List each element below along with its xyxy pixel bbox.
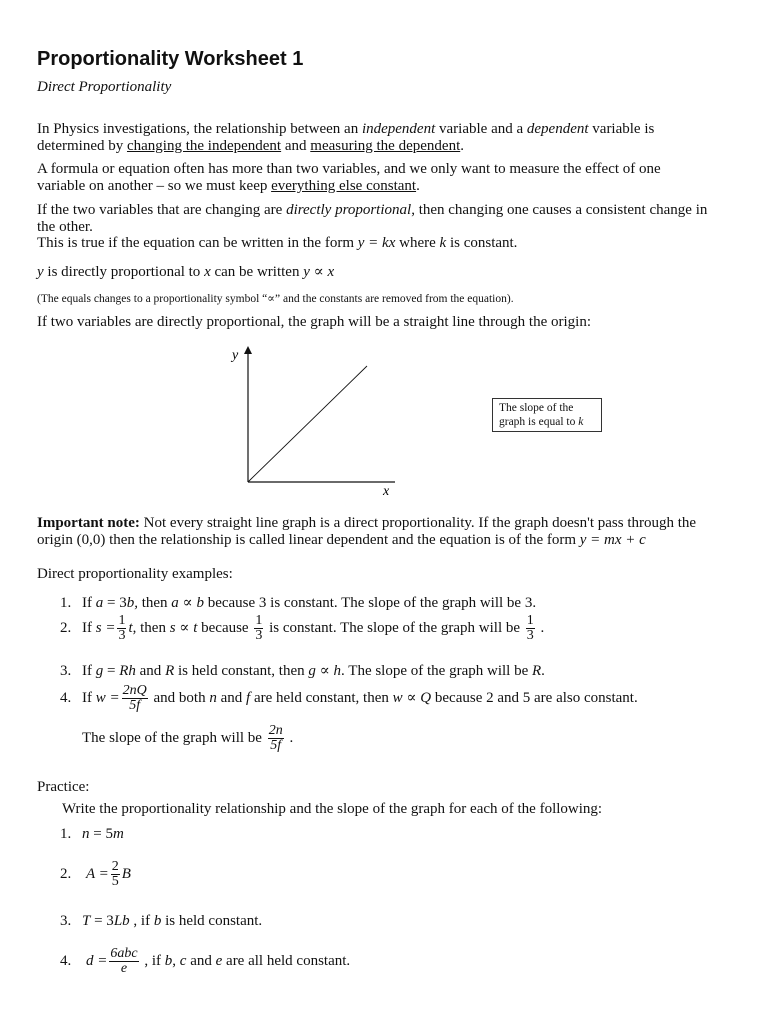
- para4: y is directly proportional to x can be written y ∝ x: [37, 264, 335, 280]
- page-subtitle: Direct Proportionality: [37, 79, 172, 95]
- proportional-line: [248, 366, 367, 482]
- practice-heading: Practice:: [37, 779, 90, 795]
- fraction-one-third-b: $\frac{1}{3}$: [255, 613, 263, 643]
- slope-note-line2: graph is equal to k: [499, 416, 584, 428]
- example-4: 4. If w = $\frac{2nQ}{5f}$ and both n and f are held constant, then w ∝ Q because 2 and 5 are also constant.: [60, 683, 638, 713]
- para3-line1: If the two variables that are changing are directly proportional, then changing one causes a consistent change in: [37, 202, 708, 218]
- page-title: Proportionality Worksheet 1: [37, 48, 304, 70]
- example-2: 2. If s = $\frac{1}{3}$ t, then s ∝ t because $\frac{1}{3}$ is constant. The slope of the graph will be $\frac{1}{3}$ .: [60, 613, 545, 643]
- para2-line1: A formula or equation often has more than two variables, and we only want to measure the effect of one: [37, 161, 661, 177]
- y-axis-arrow: [244, 346, 252, 354]
- practice-intro: Write the proportionality relationship and the slope of the graph for each of the following:: [62, 801, 603, 817]
- example-1: 1. If a = 3b, then a ∝ b because 3 is constant. The slope of the graph will be 3.: [60, 595, 537, 611]
- fraction-one-third-c: $\frac{1}{3}$: [526, 613, 534, 643]
- example-3: 3. If g = Rh and R is held constant, then g ∝ h. The slope of the graph will be R.: [60, 663, 545, 679]
- fraction-2nq-over-5f: $\frac{2nQ}{5f}$: [122, 683, 147, 713]
- slope-note-line1: The slope of the: [499, 402, 574, 414]
- fraction-2n-over-5f: $\frac{2n}{5f}$: [268, 723, 283, 753]
- example-4-slope: The slope of the graph will be $\frac{2n}{5f}$ .: [82, 723, 294, 753]
- para3-line2: the other.: [37, 219, 93, 235]
- practice-3: 3. T = 3Lb , if b is held constant.: [60, 913, 263, 929]
- important-line2: origin (0,0) then the relationship is called linear dependent and the equation is of the form y = mx + c: [37, 532, 646, 548]
- para3-line3: This is true if the equation can be written in the form y = kx where k is constant.: [37, 235, 518, 251]
- para5: (The equals changes to a proportionality symbol “∝” and the constants are removed from the equation).: [37, 293, 514, 305]
- practice-1: 1. n = 5m: [60, 826, 124, 842]
- proportionality-graph: [225, 340, 405, 500]
- important-line1: Important note: Not every straight line graph is a direct proportionality. If the graph doesn't pass through the: [37, 515, 697, 531]
- para1-line2: determined by changing the independent and measuring the dependent.: [37, 138, 464, 154]
- para1-line1: In Physics investigations, the relationship between an independent variable and a dependent variable is: [37, 121, 655, 137]
- para6: If two variables are directly proportional, the graph will be a straight line through the origin:: [37, 314, 592, 330]
- para2-line2: variable on another – so we must keep everything else constant.: [37, 178, 420, 194]
- practice-2: 2. A = $\frac{2}{5}$ B: [60, 859, 131, 889]
- fraction-6abc-over-e: $\frac{\text{6abc}}{e}$: [110, 946, 138, 976]
- fraction-two-fifths: $\frac{2}{5}$: [111, 859, 119, 889]
- y-axis-label: y: [232, 348, 239, 363]
- x-axis-label: x: [383, 484, 390, 499]
- slope-note-box: [492, 398, 602, 432]
- practice-4: 4. d = $\frac{\text{6abc}}{e}$ , if b, c and e are all held constant.: [60, 946, 351, 976]
- fraction-one-third-a: $\frac{1}{3}$: [118, 613, 126, 643]
- examples-heading: Direct proportionality examples:: [37, 566, 233, 582]
